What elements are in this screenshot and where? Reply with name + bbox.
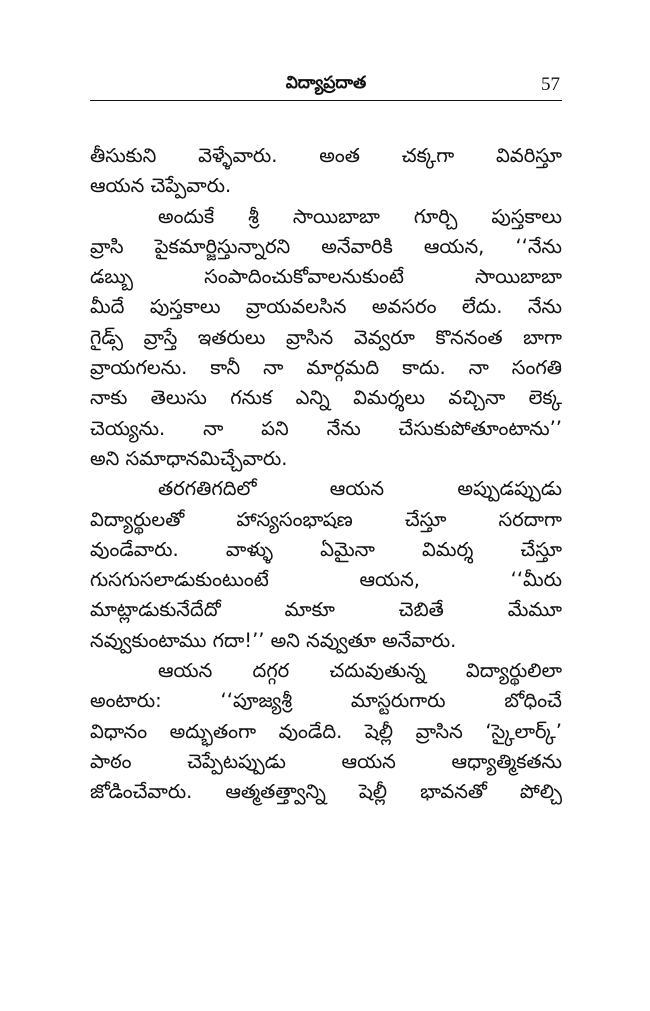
text-line: జోడించేవారు. ఆత్మతత్త్వాన్ని షెల్లీ భావనతో పోల్చి <box>90 780 562 804</box>
running-header <box>90 70 562 98</box>
text-line: నాకు తెలుసు గనుక ఎన్ని విమర్శలు వచ్చినా లెక్క <box>90 386 562 410</box>
text-line: తరగతిగదిలో ఆయన అప్పుడప్పుడు <box>158 477 562 501</box>
text-line: మాట్లాడుకునేదేదో మాకూ చెబితే మేమూ <box>90 598 562 622</box>
text-line: పాఠం చెప్పేటప్పుడు ఆయన ఆధ్యాత్మికతను <box>90 749 562 773</box>
text-line: నవ్వుకుంటాము గదా!’’ అని నవ్వుతూ అనేవారు. <box>90 628 457 652</box>
text-line: వ్రాసి పైకమార్జిస్తున్నారని అనేవారికి ఆయన, ‘‘నేను <box>90 234 562 258</box>
text-line: మీదే పుస్తకాలు వ్రాయవలసిన అవసరం లేదు. నేను <box>90 295 562 319</box>
text-line: అందుకే శ్రీ సాయిబాబా గూర్చి పుస్తకాలు <box>158 204 562 228</box>
running-title: విద్యాప్రదాత <box>285 73 367 93</box>
text-line: డబ్బు సంపాదించుకోవాలనుకుంటే సాయిబాబా <box>90 265 562 289</box>
text-line: ఆయన దగ్గర చదువుతున్న విద్యార్థులిలా <box>158 659 562 683</box>
body-text <box>90 141 562 808</box>
text-line: చెయ్యను. నా పని నేను చేసుకుపోతూంటాను’’ <box>90 416 562 440</box>
header-rule <box>90 100 562 101</box>
text-line: వ్రాయగలను. కానీ నా మార్గమది కాదు. నా సంగతి <box>90 356 562 380</box>
text-line: గుసగుసలాడుకుంటుంటే ఆయన, ‘‘మీరు <box>90 568 562 592</box>
text-line: అంటారు: ‘‘పూజ్యశ్రీ మాస్టరుగారు బోధించే <box>90 689 562 713</box>
text-line: విధానం అద్భుతంగా వుండేది. షెల్లీ వ్రాసిన ‘స్కైలార్క్’ <box>90 719 562 743</box>
text-line: తీసుకుని వెళ్ళేవారు. అంత చక్కగా వివరిస్తూ <box>90 144 562 167</box>
page-number: 57 <box>541 74 560 95</box>
text-line: వుండేవారు. వాళ్ళు ఏమైనా విమర్శ చేస్తూ <box>90 537 562 561</box>
text-line: అని సమాధానమిచ్చేవారు. <box>90 446 288 470</box>
text-line: విద్యార్థులతో హాస్యసంభాషణ చేస్తూ సరదాగా <box>90 507 562 531</box>
text-line: గైడ్స్ వ్రాస్తే ఇతరులు వ్రాసిన వెవ్వరూ కొననంత బాగా <box>90 325 562 349</box>
text-line: ఆయన చెప్పేవారు. <box>90 174 232 198</box>
